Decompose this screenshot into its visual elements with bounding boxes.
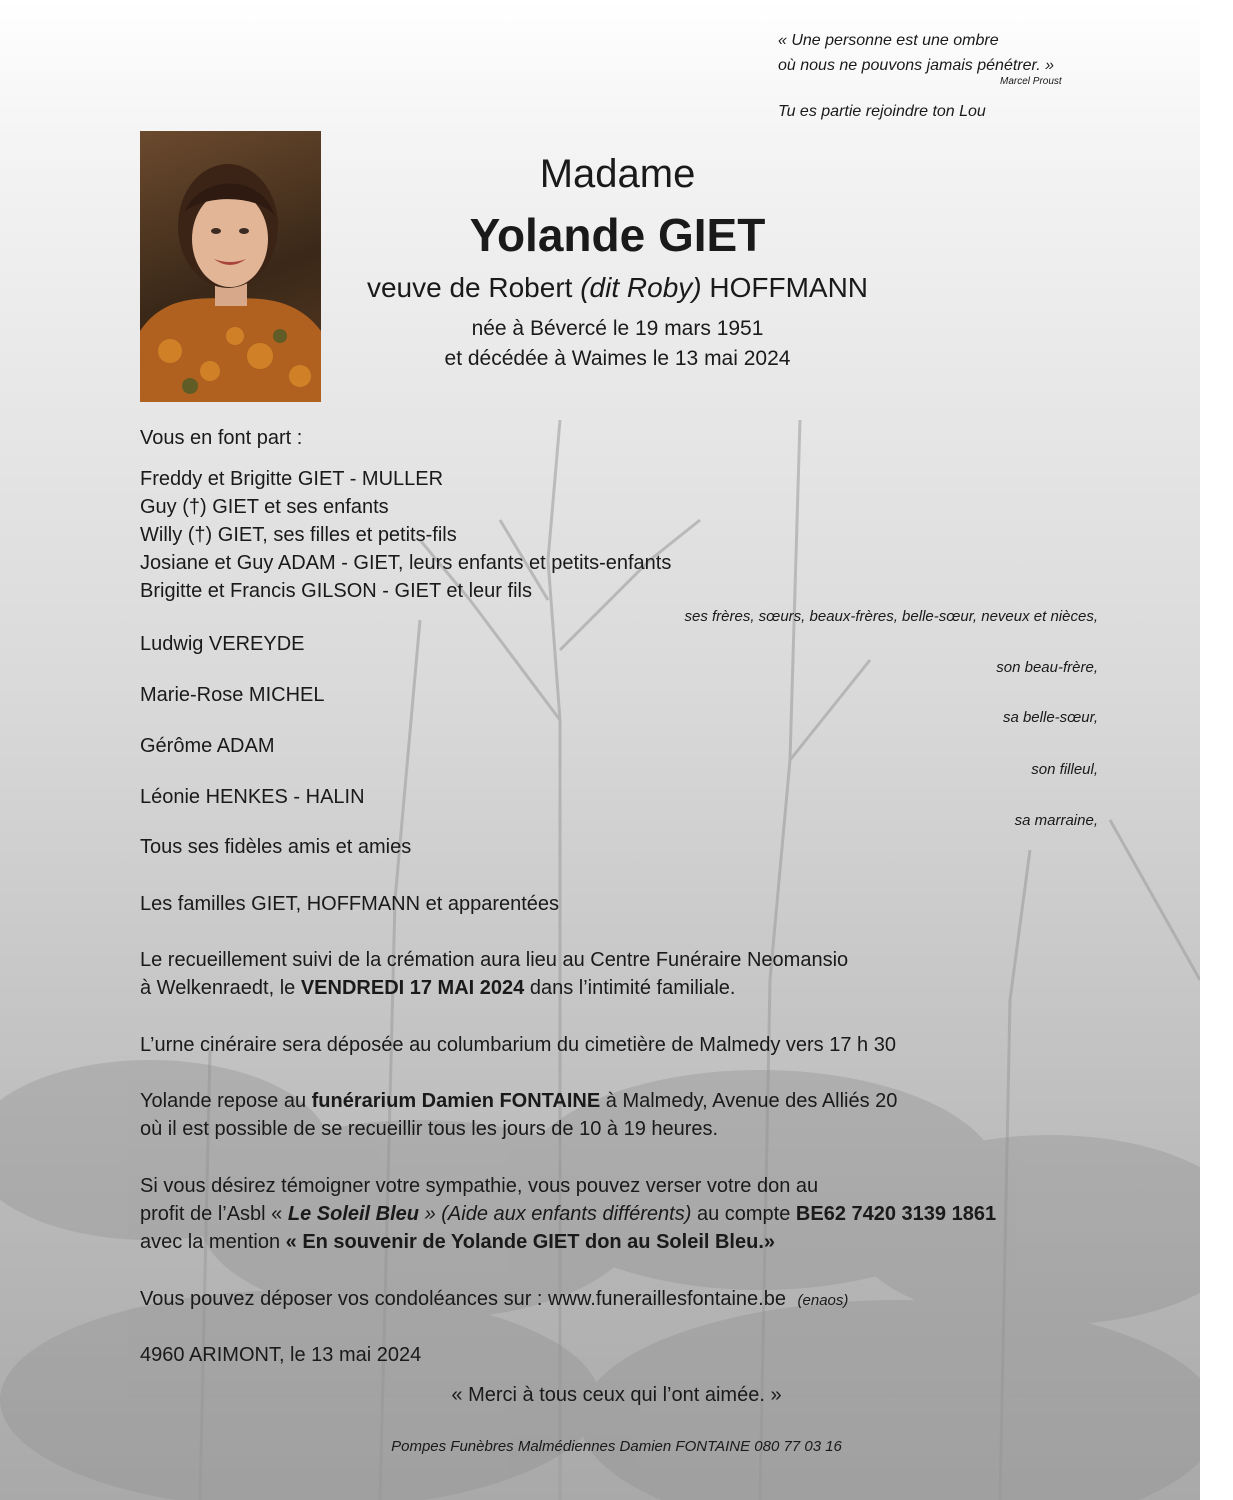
bank-account: BE62 7420 3139 1861 [795, 1203, 997, 1225]
condolences-note: (enaos) [797, 1292, 849, 1309]
widow-line [330, 272, 905, 304]
relative-relation: sa belle-sœur, [1002, 709, 1098, 726]
family-member: Brigitte et Francis GILSON - GIET et leur fils [140, 580, 532, 602]
ceremony-line-2-suffix: dans l’intimité familiale. [524, 977, 736, 999]
dedication: Tu es partie rejoindre ton Lou [778, 103, 986, 120]
condolences-line [140, 1285, 848, 1315]
account-prefix: au compte [691, 1203, 796, 1225]
relative-name: Léonie HENKES - HALIN [140, 786, 365, 808]
donation-mention: « En souvenir de Yolande GIET don au Soleil Bleu.» [285, 1231, 776, 1253]
death-line: et décédée à Waimes le 13 mai 2024 [444, 347, 791, 370]
family-member: Willy (†) GIET, ses filles et petits-fils [140, 524, 457, 546]
announce-heading: Vous en font part : [140, 427, 303, 449]
life-dates [330, 314, 905, 374]
funerarium-name: funérarium Damien FONTAINE [311, 1090, 601, 1112]
relative-name: Gérôme ADAM [140, 735, 275, 757]
friends-line: Tous ses fidèles amis et amies [140, 836, 412, 858]
donation-line-2-prefix: profit de l’Asbl « [140, 1203, 288, 1225]
ceremony-line-2-prefix: à Welkenraedt, le [140, 977, 301, 999]
relative-name: Ludwig VEREYDE [140, 633, 305, 655]
portrait-illustration [140, 131, 321, 402]
ceremony-line-1: Le recueillement suivi de la crémation aura lieu au Centre Funéraire Neomansio [140, 949, 849, 971]
family-member: Guy (†) GIET et ses enfants [140, 496, 389, 518]
family-relation: ses frères, sœurs, beaux-frères, belle-sœur, neveux et nièces, [684, 608, 1098, 625]
repose-prefix: Yolande repose au [140, 1090, 312, 1112]
donation-paragraph [140, 1172, 996, 1256]
repose-suffix: à Malmedy, Avenue des Alliés 20 [600, 1090, 898, 1112]
quote-line-1: « Une personne est une ombre [778, 32, 999, 49]
thanks-line: « Merci à tous ceux qui l’ont aimée. » [451, 1384, 782, 1406]
funeral-home-footer: Pompes Funèbres Malmédiennes Damien FONTAINE 080 77 03 16 [391, 1438, 842, 1455]
family-member: Freddy et Brigitte GIET - MULLER [140, 468, 444, 490]
epigraph-quote [778, 28, 1054, 78]
widow-suffix: HOFFMANN [701, 272, 869, 303]
portrait-photo [140, 131, 321, 402]
widow-nickname: (dit Roby) [580, 272, 702, 303]
ceremony-paragraph [140, 946, 848, 1002]
relative-relation: son filleul, [1031, 761, 1098, 778]
quote-author: Marcel Proust [1000, 76, 1062, 87]
organisation-description: » (Aide aux enfants différents) [419, 1203, 692, 1225]
donation-line-1: Si vous désirez témoigner votre sympathie, vous pouvez verser votre don au [140, 1175, 819, 1197]
quote-line-2: où nous ne pouvons jamais pénétrer. » [778, 57, 1055, 74]
ceremony-date: VENDREDI 17 MAI 2024 [300, 977, 525, 999]
families-line: Les familles GIET, HOFFMANN et apparentées [140, 893, 560, 915]
urn-line: L’urne cinéraire sera déposée au columbarium du cimetière de Malmedy vers 17 h 30 [140, 1034, 896, 1056]
organisation-name: Le Soleil Bleu [287, 1203, 420, 1225]
place-and-date: 4960 ARIMONT, le 13 mai 2024 [140, 1344, 422, 1366]
family-member: Josiane et Guy ADAM - GIET, leurs enfants et petits-enfants [140, 552, 672, 574]
repose-paragraph [140, 1087, 897, 1143]
widow-prefix: veuve de Robert [366, 272, 581, 303]
family-list [140, 465, 671, 605]
condolences-text: Vous pouvez déposer vos condoléances sur : www.funeraillesfontaine.be [140, 1288, 786, 1310]
donation-line-3-prefix: avec la mention [140, 1231, 286, 1253]
honorific: Madame [539, 152, 696, 196]
relative-relation: sa marraine, [1014, 812, 1098, 829]
relative-relation: son beau-frère, [996, 659, 1098, 676]
repose-line-2: où il est possible de se recueillir tous les jours de 10 à 19 heures. [140, 1118, 719, 1140]
birth-line: née à Bévercé le 19 mars 1951 [471, 317, 764, 340]
deceased-name: Yolande GIET [469, 209, 766, 261]
relative-name: Marie-Rose MICHEL [140, 684, 325, 706]
